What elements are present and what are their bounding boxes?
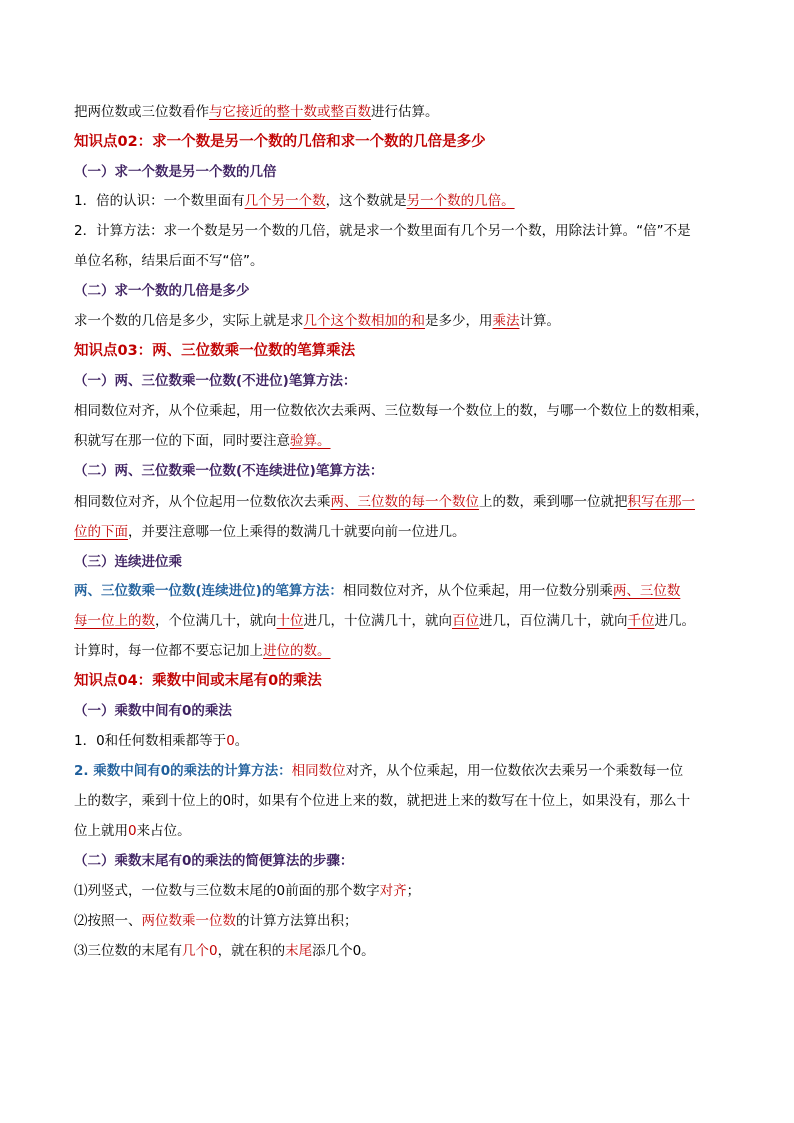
- text-span: 来占位。: [136, 823, 191, 839]
- section-heading: （二）两、三位数乘一位数(不连续进位)笔算方法：: [74, 463, 384, 479]
- text-line: [74, 852, 353, 870]
- text-line: [74, 882, 420, 900]
- section-heading: （一）乘数中间有0的乘法: [74, 703, 232, 719]
- section-heading: （一）两、三位数乘一位数(不进位)笔算方法：: [74, 373, 357, 389]
- highlighted-text: 另一个数的几倍。: [406, 193, 515, 209]
- text-line: [74, 133, 486, 151]
- text-line: [74, 372, 356, 390]
- section-heading: （二）乘数末尾有0的乘法的简便算法的步骤：: [74, 853, 354, 869]
- text-line: [74, 672, 322, 690]
- text-span: 对齐，从个位乘起，用一位数依次去乘另一个乘数每一位: [345, 763, 684, 779]
- text-span: 的计算方法算出积；: [236, 913, 358, 929]
- highlighted-text: 两、三位数乘一位数(连续进位)的笔算方法：: [74, 583, 343, 599]
- highlighted-text: 几个另一个数: [244, 193, 326, 209]
- text-line: [74, 402, 709, 420]
- text-span: 相同数位对齐，从个位乘起，用一位数依次去乘两、三位数每一个数位上的数，与哪一个数位上的数相乘，: [74, 403, 709, 419]
- highlighted-text: 百位: [452, 613, 479, 629]
- section-heading: （一）求一个数是另一个数的几倍: [74, 164, 277, 180]
- text-line: [74, 432, 331, 450]
- text-line: [74, 612, 695, 630]
- highlighted-text: 每一位上的数: [74, 613, 155, 629]
- text-span: ；: [406, 883, 421, 899]
- text-span: 上的数字，乘到十位上的0时，如果有个位进上来的数，就把进上来的数写在十位上，如果没有，那么十: [74, 793, 691, 809]
- text-line: [74, 792, 690, 810]
- highlighted-text: 两、三位数的每一个数位: [330, 494, 479, 510]
- text-line: [74, 523, 466, 541]
- section-heading: 知识点03：两、三位数乘一位数的笔算乘法: [74, 343, 356, 359]
- highlighted-text: 积写在那一: [627, 494, 695, 510]
- text-span: ，这个数就是: [325, 193, 407, 209]
- highlighted-text: 乘法: [492, 313, 520, 329]
- text-span: ⑵按照一、: [74, 913, 142, 929]
- text-line: [74, 282, 250, 300]
- text-line: [74, 762, 683, 780]
- text-span: 1．倍的认识：一个数里面有: [74, 193, 245, 209]
- text-span: 是多少，用: [425, 313, 493, 329]
- highlighted-text: 末尾: [285, 943, 313, 959]
- text-span: 1．0和任何数相乘都等于: [74, 733, 227, 749]
- text-line: [74, 732, 248, 750]
- highlighted-text: 十位: [276, 613, 304, 629]
- highlighted-text: 验算。: [290, 433, 331, 449]
- section-heading: 知识点04：乘数中间或末尾有0的乘法: [74, 673, 322, 689]
- text-line: [74, 252, 264, 270]
- text-span: ，并要注意哪一位上乘得的数满几十就要向前一位进几。: [128, 524, 466, 540]
- text-span: 计算。: [519, 313, 560, 329]
- highlighted-text: 与它接近的整十数或整百数: [209, 104, 371, 120]
- text-line: [74, 103, 439, 121]
- highlighted-text: 2. 乘数中间有0的乘法的计算方法：: [74, 763, 292, 779]
- highlighted-text: 进位的数。: [263, 643, 331, 659]
- text-span: ⑶三位数的末尾有: [74, 943, 182, 959]
- text-span: 单位名称，结果后面不写“倍”。: [74, 253, 264, 269]
- text-span: 进几。: [654, 613, 695, 629]
- highlighted-text: 两、三位数: [612, 583, 681, 599]
- text-line: [74, 582, 680, 600]
- text-span: ⑴列竖式，一位数与三位数末尾的0前面的那个数字: [74, 883, 380, 899]
- text-line: [74, 222, 691, 240]
- text-span: 进几，百位满几十，就向: [479, 613, 628, 629]
- text-span: ，就在积的: [217, 943, 286, 959]
- highlighted-text: 0: [226, 733, 235, 749]
- text-line: [74, 942, 375, 960]
- text-line: [74, 192, 515, 210]
- text-span: 上的数，乘到哪一位就把: [479, 494, 628, 510]
- text-line: [74, 702, 232, 720]
- highlighted-text: 几个0: [182, 943, 218, 959]
- text-line: [74, 912, 358, 930]
- section-heading: 知识点02：求一个数是另一个数的几倍和求一个数的几倍是多少: [74, 134, 486, 150]
- text-span: 添几个0。: [312, 943, 375, 959]
- text-line: [74, 342, 355, 360]
- text-line: [74, 493, 695, 511]
- text-line: [74, 462, 383, 480]
- text-span: 2．计算方法：求一个数是另一个数的几倍，就是求一个数里面有几个另一个数，用除法计算。“倍”不是: [74, 223, 691, 239]
- text-span: 相同数位对齐，从个位起用一位数依次去乘: [74, 494, 331, 510]
- text-span: ，个位满几十，就向: [155, 613, 277, 629]
- text-span: 积就写在那一位的下面，同时要注意: [74, 433, 290, 449]
- highlighted-text: 对齐: [379, 883, 407, 899]
- text-span: 位上就用: [74, 823, 128, 839]
- section-heading: （二）求一个数的几倍是多少: [74, 283, 250, 299]
- highlighted-text: 几个这个数相加的和: [303, 313, 425, 329]
- highlighted-text: 相同数位: [291, 763, 346, 779]
- text-line: [74, 822, 191, 840]
- text-line: [74, 312, 560, 330]
- highlighted-text: 千位: [627, 613, 655, 629]
- text-line: [74, 163, 277, 181]
- text-span: 进几，十位满几十，就向: [303, 613, 452, 629]
- highlighted-text: 两位数乘一位数: [141, 913, 236, 929]
- text-span: 把两位数或三位数看作: [74, 104, 209, 120]
- text-span: 计算时，每一位都不要忘记加上: [74, 643, 263, 659]
- highlighted-text: 0: [128, 823, 137, 839]
- text-span: 。: [234, 733, 249, 749]
- text-span: 进行估算。: [371, 104, 439, 120]
- text-line: [74, 642, 331, 660]
- text-span: 求一个数的几倍是多少，实际上就是求: [74, 313, 304, 329]
- section-heading: （三）连续进位乘: [74, 554, 182, 570]
- text-span: 相同数位对齐，从个位乘起，用一位数分别乘: [342, 583, 613, 599]
- text-line: [74, 553, 182, 571]
- highlighted-text: 位的下面: [74, 524, 128, 540]
